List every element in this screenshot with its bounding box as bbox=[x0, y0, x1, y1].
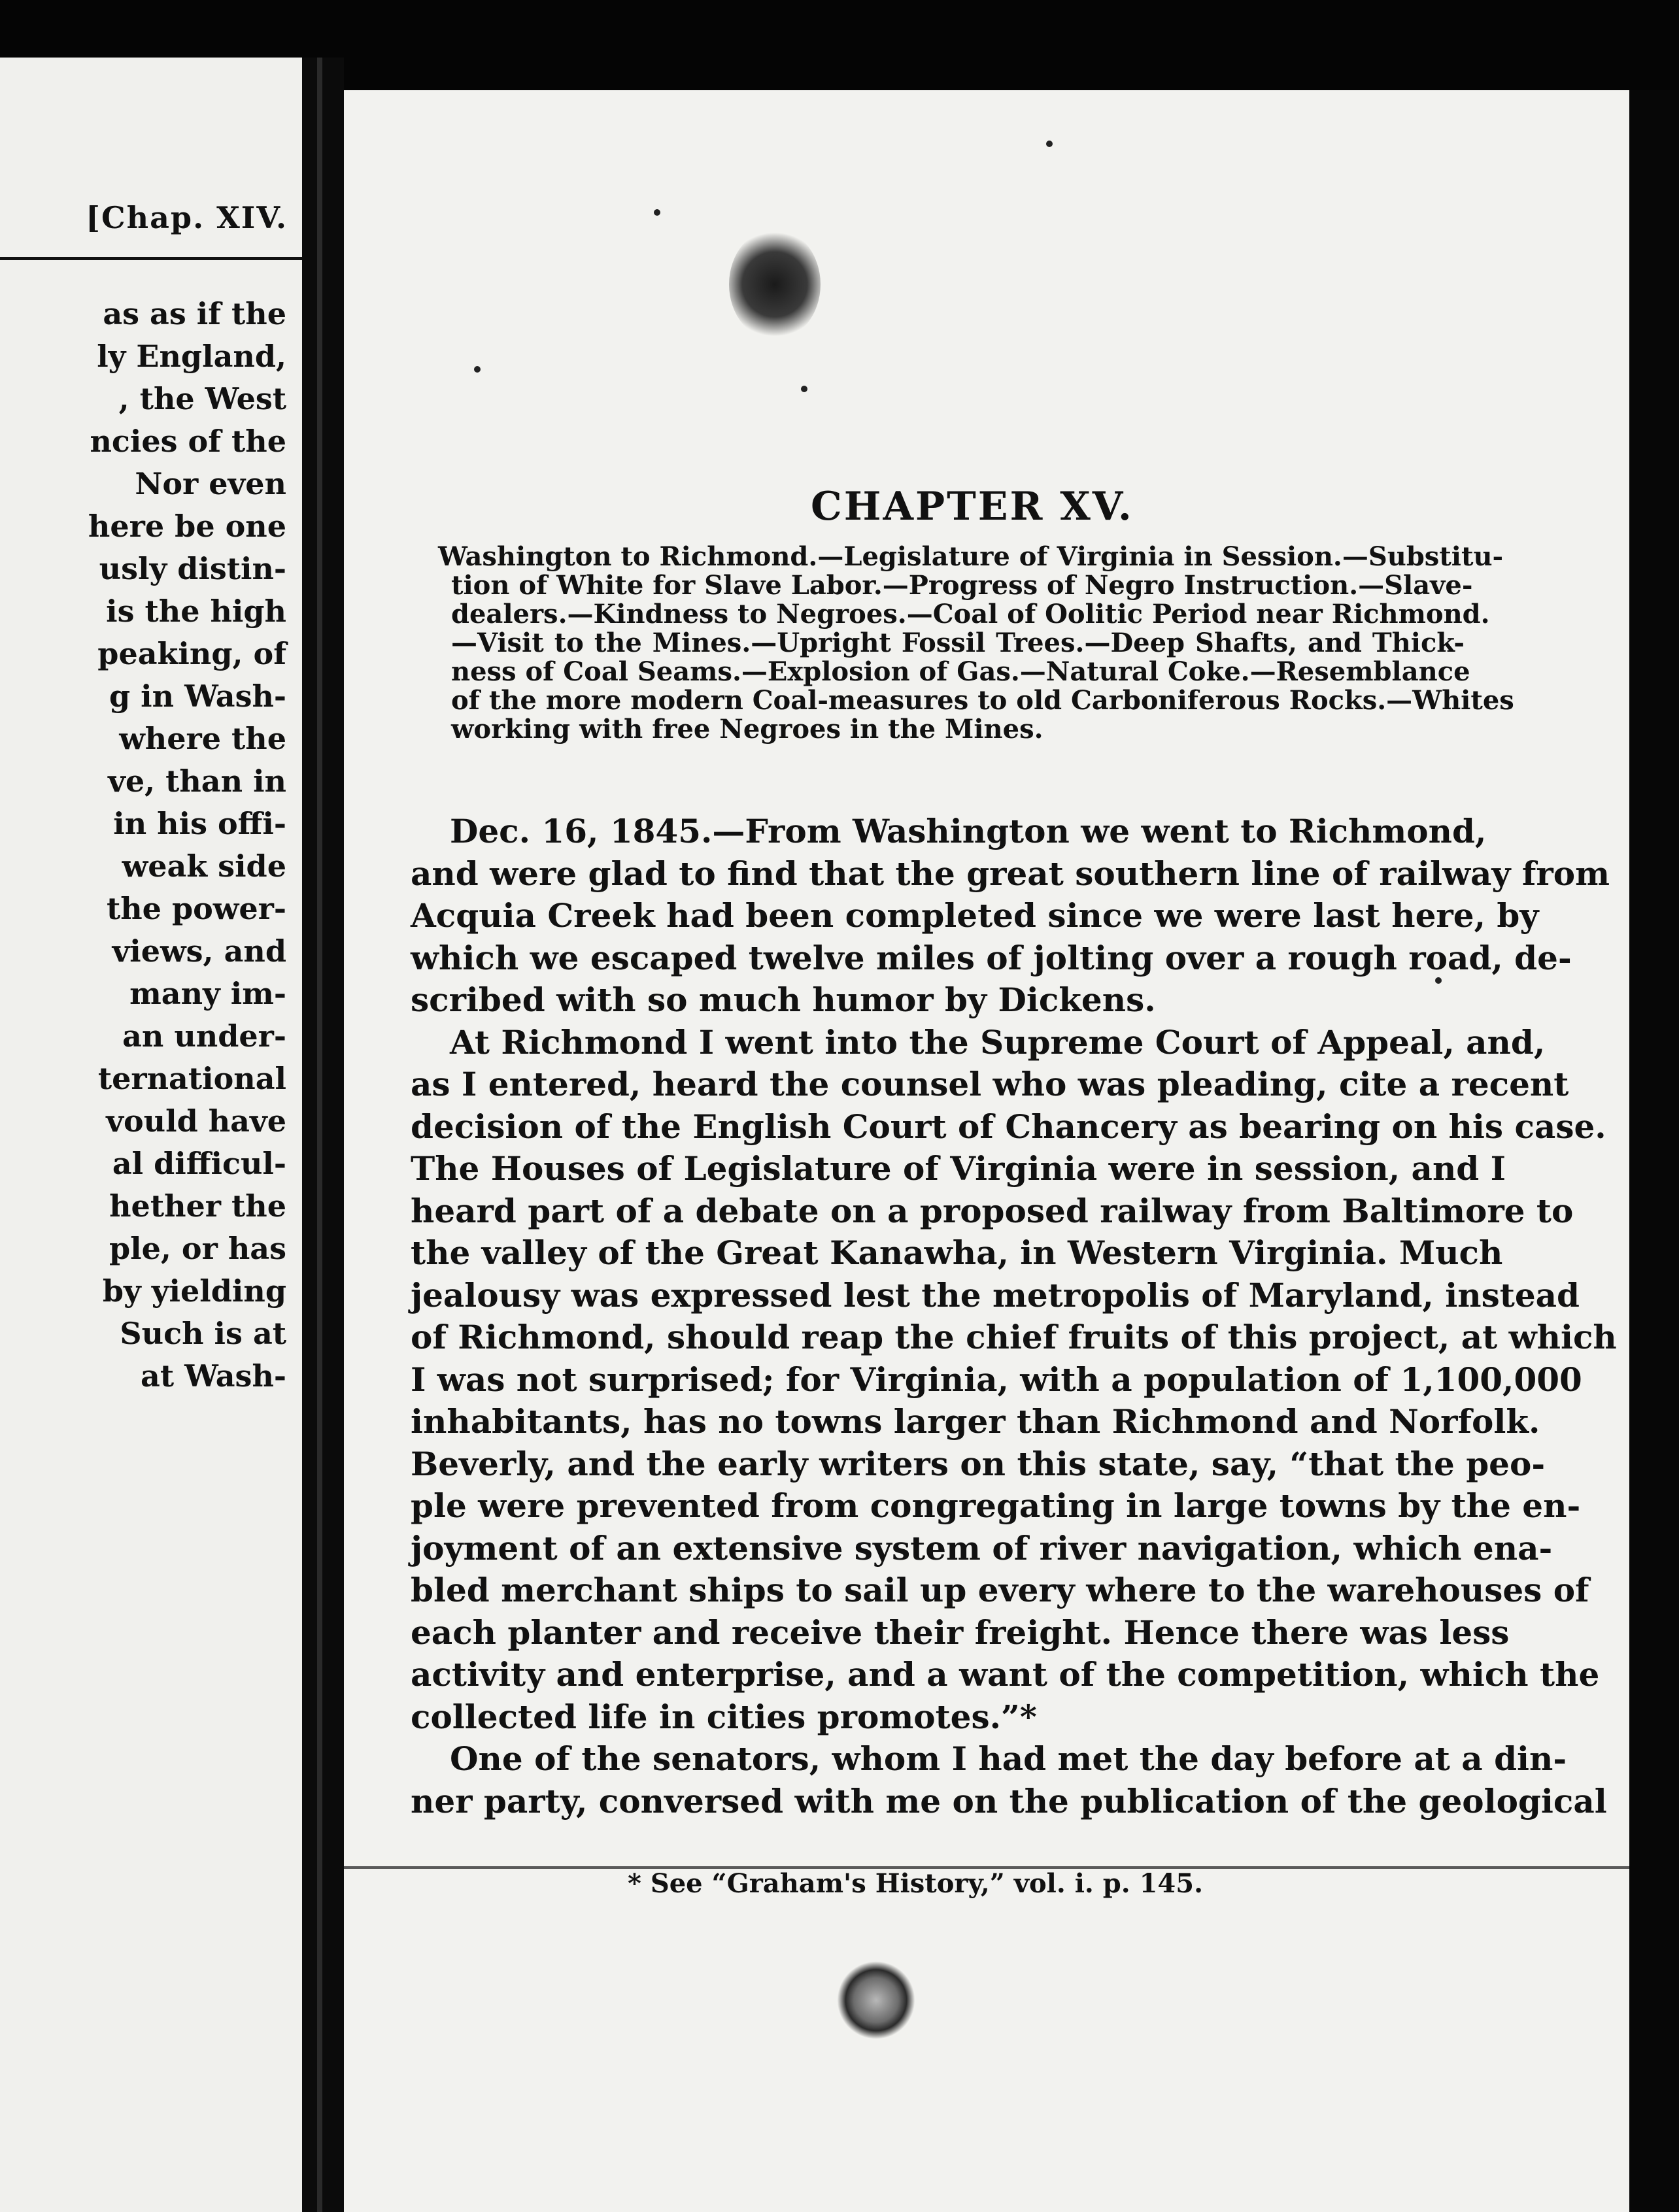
ink-stain bbox=[837, 1961, 915, 2039]
text-line: One of the senators, whom I had met the day before at a din- bbox=[450, 1739, 1567, 1778]
text-line: activity and enterprise, and a want of the competition, which the bbox=[411, 1655, 1600, 1694]
text-line: ple were prevented from congregating in large towns by the en- bbox=[411, 1486, 1581, 1525]
text-line: the power- bbox=[106, 891, 286, 926]
summary-line: Washington to Richmond.—Legislature of Virginia in Session.—Substitu- bbox=[438, 541, 1504, 572]
text-line: is the high bbox=[106, 594, 286, 629]
text-line: inhabitants, has no towns larger than Richmond and Norfolk. bbox=[411, 1402, 1540, 1441]
text-line: jealousy was expressed lest the metropolis of Maryland, instead bbox=[411, 1275, 1580, 1315]
text-line: peaking, of bbox=[97, 636, 286, 671]
text-line: ncies of the bbox=[90, 424, 286, 459]
text-line: an under- bbox=[122, 1018, 286, 1054]
text-line: the valley of the Great Kanawha, in Western Virginia. Much bbox=[411, 1233, 1503, 1272]
text-line: at Wash- bbox=[141, 1358, 286, 1394]
text-line: bled merchant ships to sail up every where to the warehouses of bbox=[411, 1571, 1589, 1609]
text-line: I was not surprised; for Virginia, with a population of 1,100,000 bbox=[411, 1360, 1582, 1399]
text-line: each planter and receive their freight. Hence there was less bbox=[411, 1613, 1510, 1652]
text-line: ly England, bbox=[97, 339, 286, 374]
text-line: Beverly, and the early writers on this state, say, “that the peo- bbox=[411, 1444, 1546, 1483]
text-line: collected life in cities promotes.”* bbox=[411, 1697, 1037, 1736]
binding-shadow bbox=[317, 58, 322, 2212]
text-line: The Houses of Legislature of Virginia were in session, and I bbox=[411, 1149, 1506, 1188]
text-line: which we escaped twelve miles of jolting over a rough road, de- bbox=[411, 938, 1572, 977]
summary-line: —Visit to the Mines.—Upright Fossil Trees.—Deep Shafts, and Thick- bbox=[451, 628, 1465, 658]
running-head: [Chap. XIV. bbox=[86, 200, 288, 235]
text-line: heard part of a debate on a proposed railway from Baltimore to bbox=[411, 1191, 1574, 1230]
text-line: al difficul- bbox=[112, 1146, 286, 1181]
text-line: as as if the bbox=[103, 296, 286, 331]
dust-speck bbox=[801, 386, 807, 392]
text-line: joyment of an extensive system of river navigation, which ena- bbox=[411, 1528, 1553, 1567]
text-line: ple, or has bbox=[109, 1231, 286, 1266]
book-gutter bbox=[302, 58, 344, 2212]
dust-speck bbox=[1046, 141, 1053, 147]
text-line: At Richmond I went into the Supreme Court of Appeal, and, bbox=[450, 1022, 1546, 1062]
footnote: * See “Graham's History,” vol. i. p. 145. bbox=[628, 1868, 1203, 1899]
dust-speck bbox=[474, 366, 481, 373]
dust-speck bbox=[654, 209, 660, 216]
text-line: ner party, conversed with me on the publication of the geological bbox=[411, 1781, 1607, 1820]
text-line: weak side bbox=[122, 848, 286, 884]
page-edge-shadow bbox=[1629, 90, 1679, 2212]
previous-page-fragment bbox=[0, 58, 302, 2212]
text-line: as I entered, heard the counsel who was pleading, cite a recent bbox=[411, 1065, 1569, 1103]
summary-line: tion of White for Slave Labor.—Progress of Negro Instruction.—Slave- bbox=[451, 570, 1473, 601]
text-line: by yielding bbox=[102, 1273, 286, 1309]
text-line: Dec. 16, 1845.—From Washington we went to Richmond, bbox=[450, 812, 1487, 850]
text-line: of Richmond, should reap the chief fruits of this project, at which bbox=[411, 1318, 1617, 1356]
text-line: vould have bbox=[106, 1103, 286, 1139]
text-line: g in Wash- bbox=[109, 679, 286, 714]
text-line: scribed with so much humor by Dickens. bbox=[411, 980, 1156, 1019]
text-line: and were glad to find that the great southern line of railway from bbox=[411, 854, 1610, 893]
previous-page-text bbox=[88, 293, 286, 1398]
text-line: here be one bbox=[88, 509, 286, 544]
text-line: ve, than in bbox=[108, 763, 286, 799]
text-line: Nor even bbox=[135, 466, 286, 501]
ink-stain bbox=[729, 229, 821, 340]
text-line: views, and bbox=[112, 933, 286, 969]
text-line: usly distin- bbox=[99, 551, 286, 586]
text-line: , the West bbox=[118, 381, 286, 416]
summary-line: of the more modern Coal-measures to old Carboniferous Rocks.—Whites bbox=[451, 685, 1514, 716]
text-line: Such is at bbox=[120, 1316, 286, 1351]
text-line: where the bbox=[119, 721, 286, 756]
summary-line: working with free Negroes in the Mines. bbox=[451, 714, 1043, 745]
header-rule bbox=[0, 257, 302, 260]
chapter-summary bbox=[438, 541, 1514, 745]
text-line: hether the bbox=[109, 1188, 286, 1224]
body-text bbox=[411, 811, 1617, 1822]
text-line: many im- bbox=[129, 976, 286, 1011]
chapter-title: CHAPTER XV. bbox=[811, 484, 1134, 529]
text-line: decision of the English Court of Chancery as bearing on his case. bbox=[411, 1107, 1606, 1146]
text-line: Acquia Creek had been completed since we were last here, by bbox=[411, 896, 1539, 935]
text-line: in his offi- bbox=[113, 806, 286, 841]
summary-line: dealers.—Kindness to Negroes.—Coal of Oolitic Period near Richmond. bbox=[451, 599, 1490, 629]
summary-line: ness of Coal Seams.—Explosion of Gas.—Natural Coke.—Resemblance bbox=[451, 656, 1470, 687]
text-line: ternational bbox=[97, 1061, 286, 1096]
